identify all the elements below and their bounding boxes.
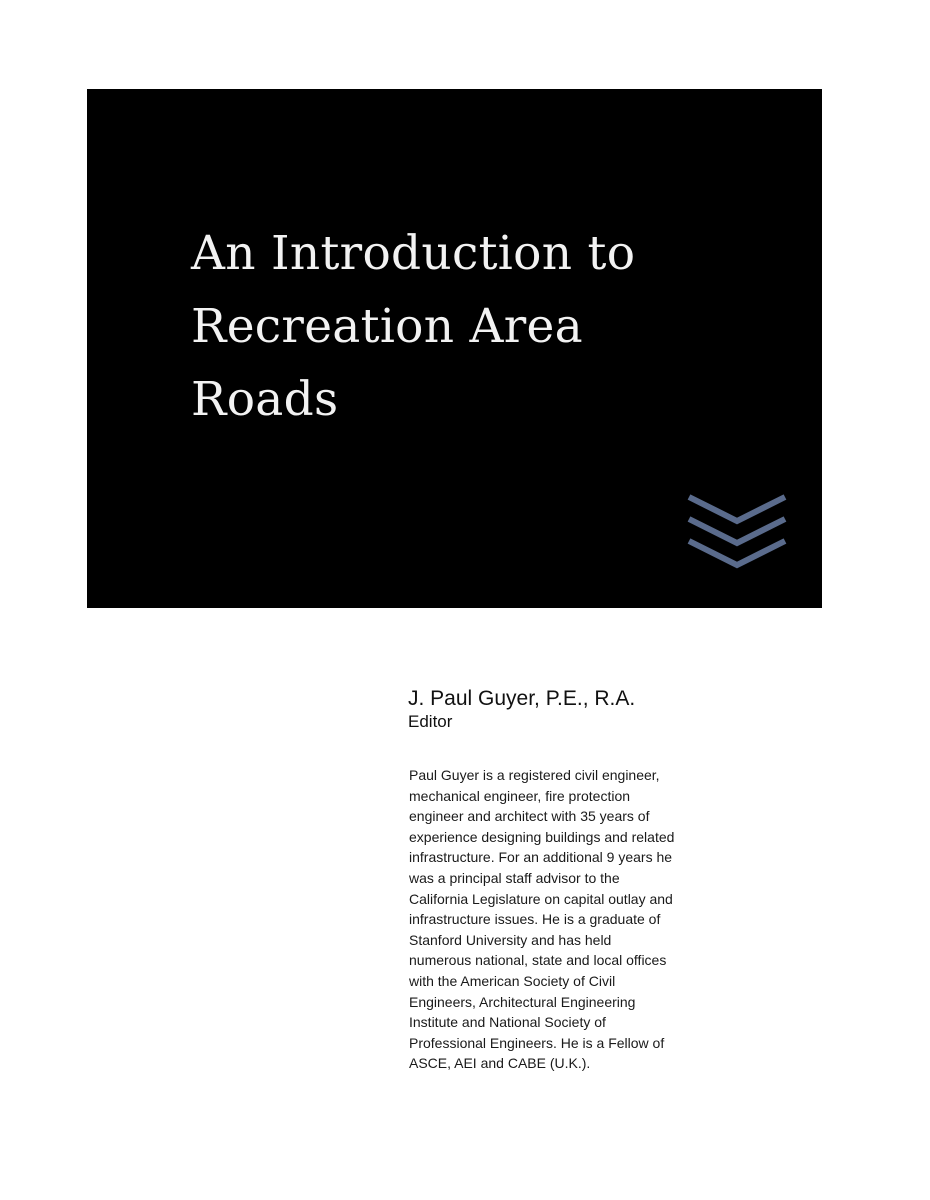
bio-line: Institute and National Society of: [409, 1014, 606, 1031]
book-title: [191, 217, 751, 436]
title-line-1: An Introduction to: [191, 226, 636, 281]
bio-line: ASCE, AEI and CABE (U.K.).: [409, 1055, 591, 1072]
bio-line: numerous national, state and local offices: [409, 952, 667, 969]
title-line-2: Recreation Area: [191, 299, 583, 354]
triple-chevron-down-icon: [687, 489, 787, 579]
bio-line: engineer and architect with 35 years of: [409, 808, 650, 825]
bio-line: Professional Engineers. He is a Fellow of: [409, 1034, 665, 1051]
author-name: J. Paul Guyer, P.E., R.A.: [408, 687, 636, 710]
title-line-3: Roads: [191, 372, 339, 427]
bio-line: California Legislature on capital outlay and: [409, 890, 673, 907]
bio-line: infrastructure. For an additional 9 years he: [409, 849, 673, 866]
bio-line: Stanford University and has held: [409, 931, 612, 948]
bio-line: infrastructure issues. He is a graduate of: [409, 911, 661, 928]
bio-line: was a principal staff advisor to the: [409, 869, 620, 886]
author-bio: [409, 765, 779, 1074]
bio-line: Engineers, Architectural Engineering: [409, 993, 636, 1010]
author-block: [408, 686, 788, 733]
author-role: Editor: [408, 712, 453, 731]
cover-panel: [87, 89, 822, 608]
bio-line: with the American Society of Civil: [409, 972, 616, 989]
bio-line: experience designing buildings and related: [409, 828, 675, 845]
bio-line: mechanical engineer, fire protection: [409, 787, 631, 804]
bio-line: Paul Guyer is a registered civil engineer,: [409, 767, 660, 783]
